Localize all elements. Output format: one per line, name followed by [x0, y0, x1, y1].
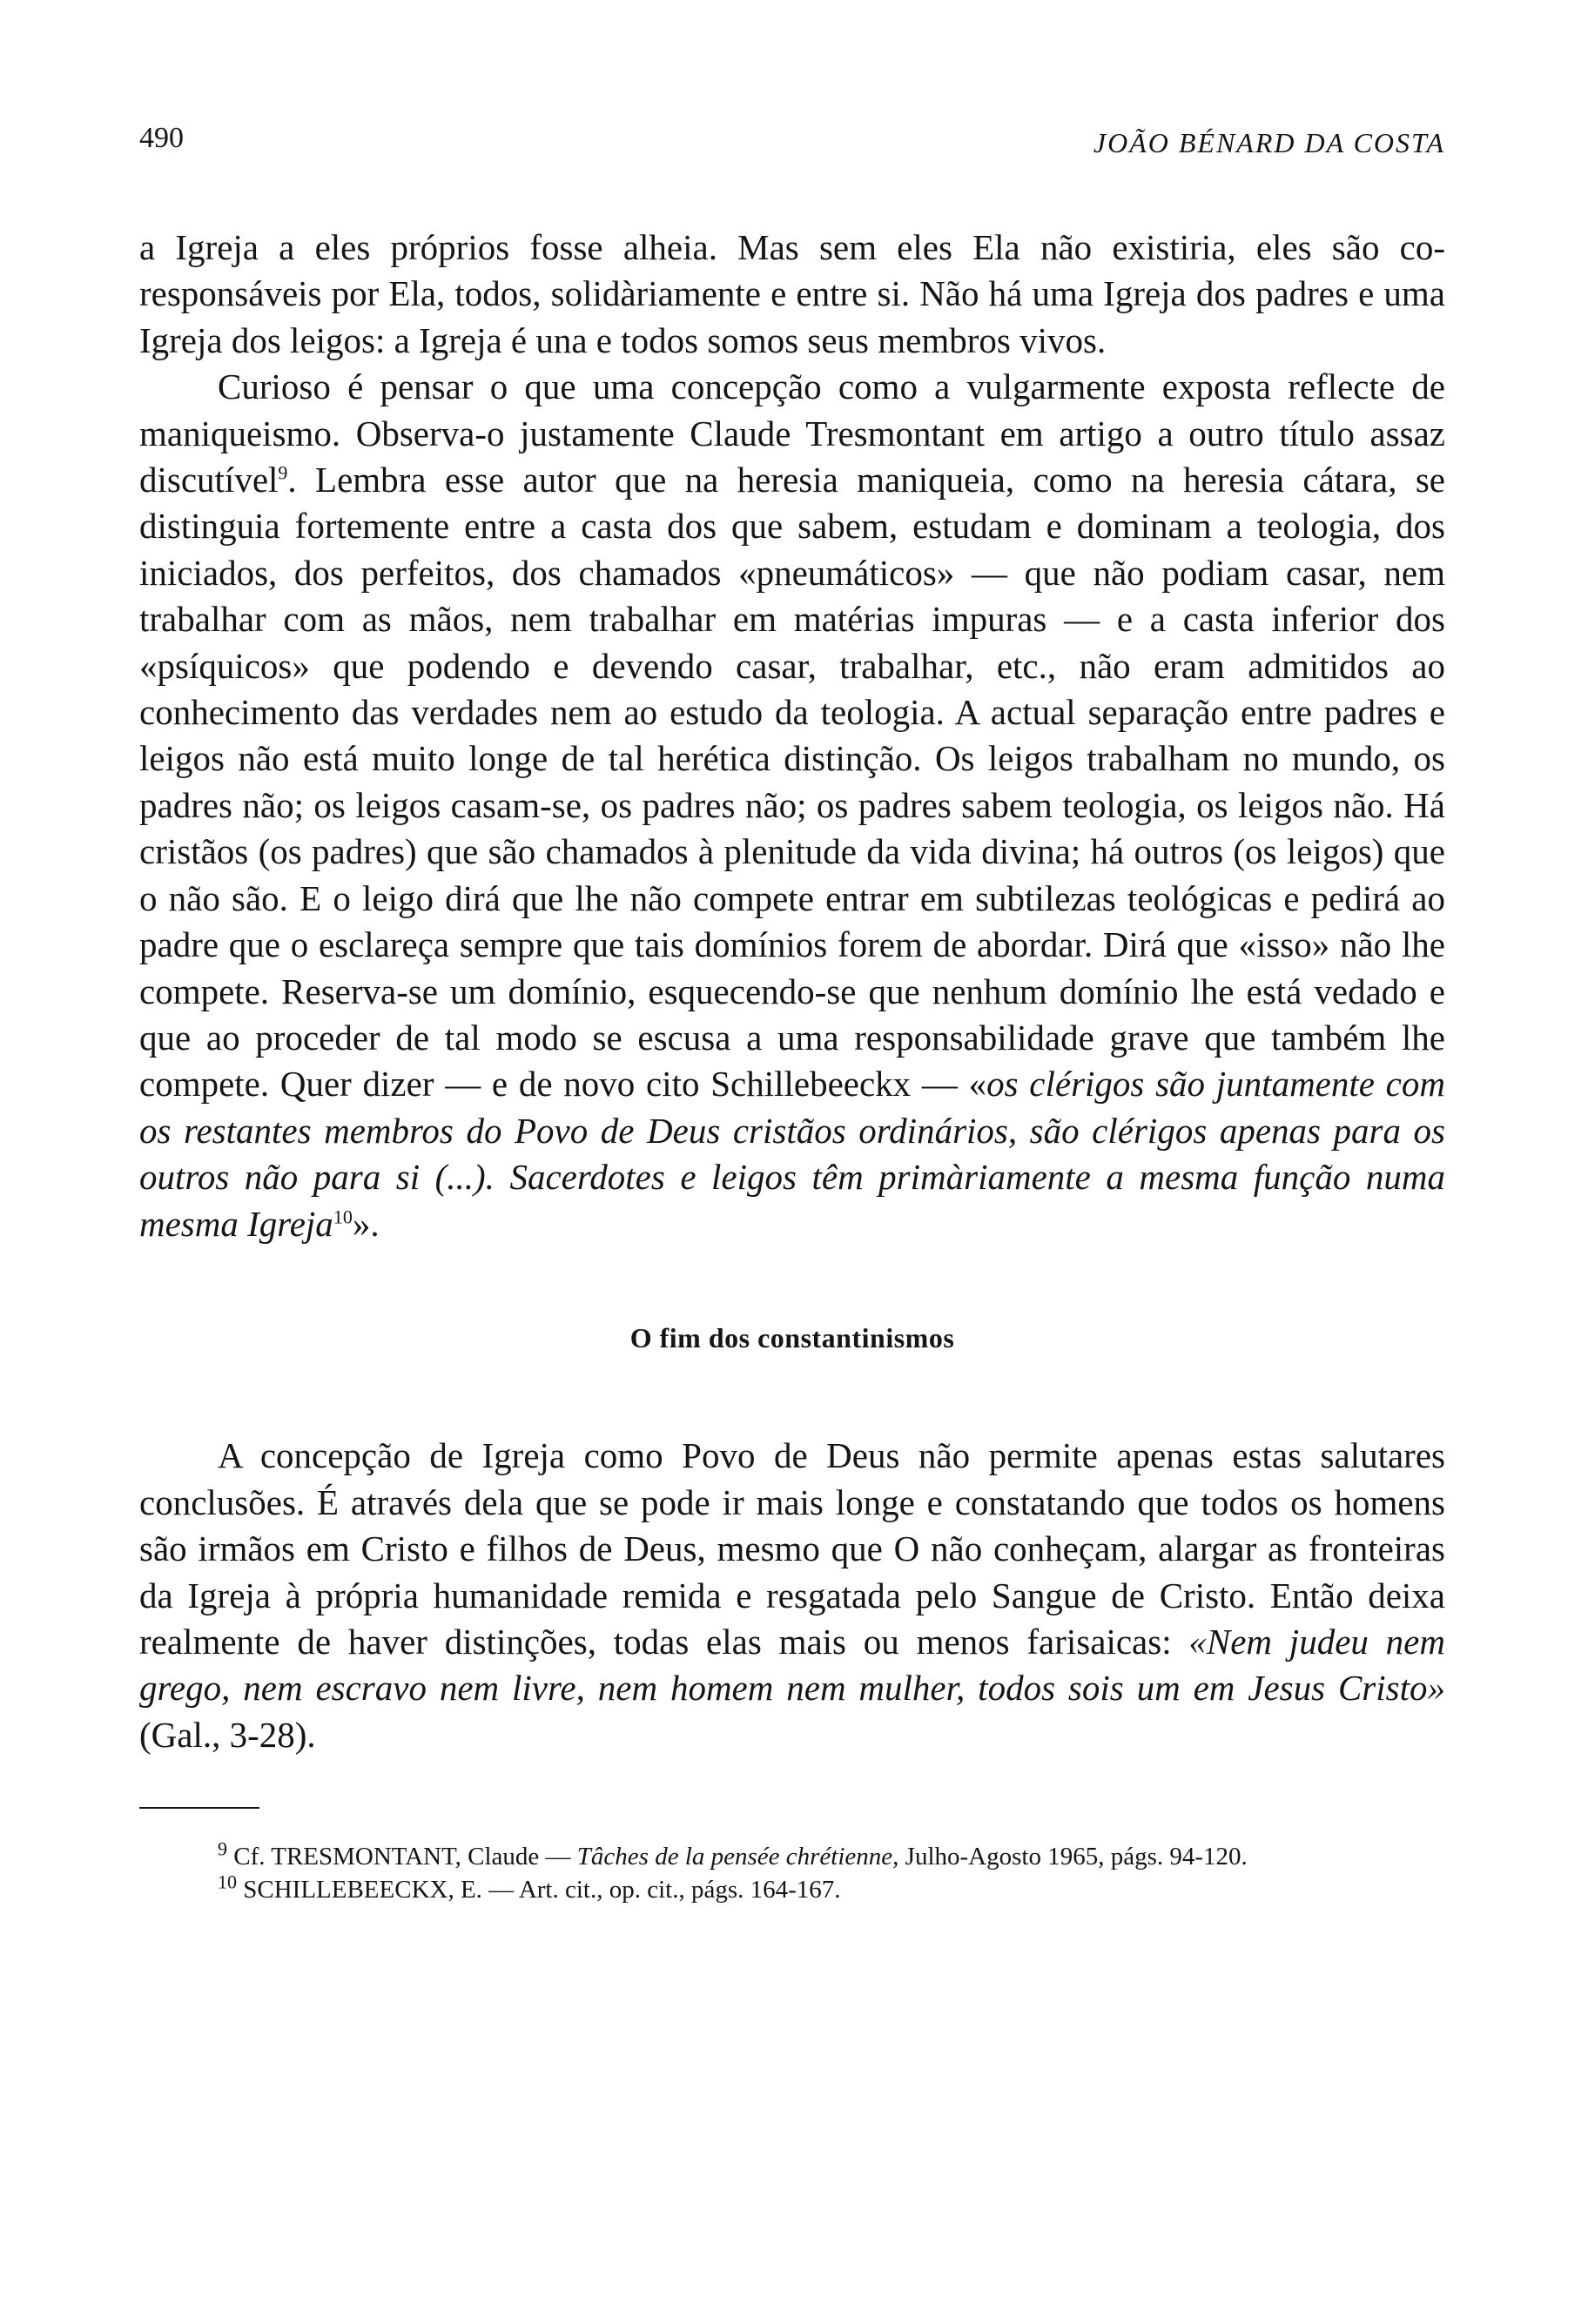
- footnote-ref-9: 9: [278, 461, 288, 484]
- paragraph-2-quote: os clérigos são juntamente com os restantes membros do Povo de Deus cristãos ordinários, são clérigos apenas para os outros não para si (...). Sacerdotes e leigos têm primàriamente a mesma função numa mesma Igreja: [139, 1064, 1445, 1244]
- paragraph-3-quote: «Nem judeu nem grego, nem escravo nem livre, nem homem nem mulher, todos sois um em Jesus Cristo»: [139, 1621, 1445, 1709]
- paragraph-2-part3: ».: [352, 1203, 380, 1244]
- running-head: [139, 122, 1445, 174]
- footnote-text: Cf. TRESMONTANT, Claude —: [227, 1843, 577, 1871]
- paragraph-2: [139, 364, 1445, 1247]
- footnote-10: [139, 1873, 1445, 1906]
- paragraph-2-part1: Curioso é pensar o que uma concepção como a vulgarmente exposta reflecte de maniqueismo. Observa-o justamente Claude Tresmontant em artigo a outro título assaz discutível: [139, 366, 1445, 500]
- footnote-9: [139, 1837, 1445, 1873]
- footnote-number: 9: [218, 1837, 227, 1860]
- body-text: [139, 225, 1445, 1758]
- paragraph-2-part2: . Lembra esse autor que na heresia maniqueia, como na heresia cátara, se distinguia fortemente entre a casta dos que sabem, estudam e dominam a teologia, dos iniciados, dos perfeitos, dos chamados «pneumáticos» — que não podiam casar, nem trabalhar com as mãos, nem trabalhar em matérias impuras — e a casta inferior dos «psíquicos» que podendo e devendo casar, trabalhar, etc., não eram admitidos ao conhecimento das verdades nem ao estudo da teologia. A actual separação entre padres e leigos não está muito longe de tal herética distinção. Os leigos trabalham no mundo, os padres não; os leigos casam-se, os padres não; os padres sabem teologia, os leigos não. Há cristãos (os padres) que são chamados à plenitude da vida divina; há outros (os leigos) que o não são. E o leigo dirá que lhe não compete entrar em subtilezas teológicas e pedirá ao padre que o esclareça sempre que tais domínios forem de abordar. Dirá que «isso» não lhe compete. Reserva-se um domínio, esquecendo-se que nenhum domínio lhe está vedado e que ao proceder de tal modo se escusa a uma responsabilidade grave que também lhe compete. Quer dizer — e de novo cito Schillebeeckx — «: [139, 460, 1445, 1105]
- paragraph-1: a Igreja a eles próprios fosse alheia. Mas sem eles Ela não existiria, eles são co-responsáveis por Ela, todos, solidàriamente e entre si. Não há uma Igreja dos padres e uma Igreja dos leigos: a Igreja é una e todos somos seus membros vivos.: [139, 227, 1445, 360]
- paragraph-3: [139, 1433, 1445, 1758]
- footnote-divider: [139, 1807, 259, 1809]
- footnote-title: Tâches de la pensée chrétienne,: [576, 1843, 899, 1871]
- paragraph-3-part2: (Gal., 3-28).: [139, 1714, 316, 1755]
- section-title: O fim dos constantinismos: [629, 1321, 955, 1353]
- paragraph-3-part1: A concepção de Igreja como Povo de Deus não permite apenas estas salutares conclusões. É através dela que se pode ir mais longe e constatando que todos os homens são irmãos em Cristo e filhos de Deus, mesmo que O não conheçam, alargar as fronteiras da Igreja à própria humanidade remida e resgatada pelo Sangue de Cristo. Então deixa realmente de haver distinções, todas elas mais ou menos farisaicas:: [139, 1435, 1445, 1662]
- footnotes: [139, 1837, 1445, 1906]
- footnote-ref-10: 10: [333, 1205, 353, 1227]
- running-title: JOÃO BÉNARD DA COSTA: [1093, 127, 1445, 158]
- footnote-text: SCHILLEBEECKX, E. — Art. cit., op. cit., págs. 164-167.: [237, 1876, 841, 1904]
- page-number: 490: [139, 122, 184, 154]
- footnote-number: 10: [218, 1871, 237, 1893]
- book-page: [139, 122, 1445, 1906]
- footnote-text: Julho-Agosto 1965, págs. 94-120.: [898, 1843, 1248, 1871]
